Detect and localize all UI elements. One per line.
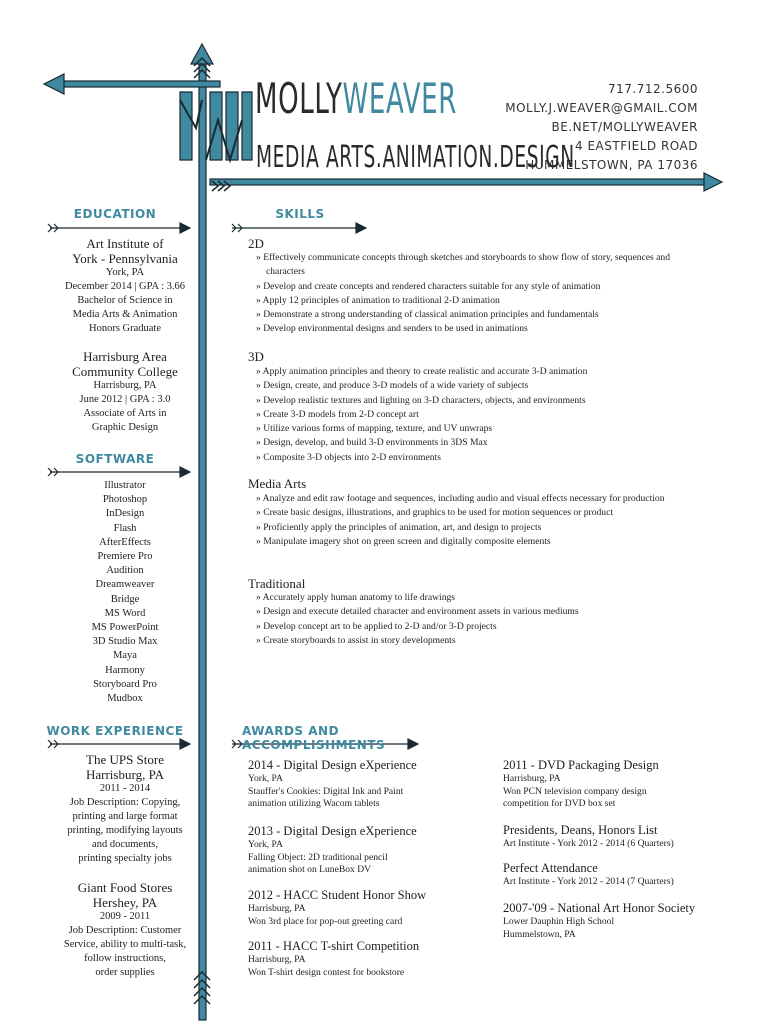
award-line: competition for DVD box set <box>503 798 616 809</box>
award-line: Harrisburg, PA <box>503 773 561 784</box>
job-detail: follow instructions, <box>84 953 166 964</box>
education-school-2 <box>40 349 210 435</box>
top-horizontal-arrow <box>60 81 220 87</box>
skill-item: » Develop realistic textures and lighting on 3-D characters, objects, and environments <box>256 394 696 408</box>
award-title: 2012 - HACC Student Honor Show <box>248 888 427 902</box>
skill-item: » Design and execute detailed character and environment assets in various mediums <box>256 605 696 619</box>
job-detail: printing and large format <box>72 811 178 822</box>
address-city: HUMMELSTOWN, PA 17036 <box>525 158 698 172</box>
skill-item: » Effectively communicate concepts through sketches and storyboards to show flow of story, sequences and characters <box>256 251 696 280</box>
software-item: Flash <box>113 522 137 534</box>
software-item: InDesign <box>105 508 145 520</box>
software-item: MS Word <box>104 607 146 619</box>
software-item: Photoshop <box>102 494 148 506</box>
work-title: WORK EXPERIENCE <box>46 724 184 738</box>
award-line: animation shot on LuneBox DV <box>248 864 372 875</box>
portfolio-link: BE.NET/MOLLYWEAVER <box>551 120 698 134</box>
skill-list-media-arts <box>256 492 696 549</box>
skill-list-2d <box>256 251 696 337</box>
skill-item: » Demonstrate a strong understanding of classical animation principles and fundamentals <box>256 308 696 322</box>
award-line: York, PA <box>248 773 283 784</box>
software-list <box>40 479 210 706</box>
skill-item: » Composite 3-D objects into 2-D environments <box>256 451 696 465</box>
award-item <box>248 939 419 979</box>
software-item: Storyboard Pro <box>93 678 157 690</box>
school-detail: Harrisburg, PA <box>93 380 157 391</box>
school-name: Community College <box>72 364 178 379</box>
school-name: York - Pennsylvania <box>72 251 178 266</box>
award-line: York, PA <box>248 839 283 850</box>
award-item <box>503 823 674 851</box>
software-item: Dreamweaver <box>95 579 155 591</box>
job-detail: Service, ability to multi-task, <box>63 939 187 950</box>
job-detail: 2011 - 2014 <box>99 783 151 794</box>
software-item: MS PowerPoint <box>91 622 159 634</box>
skill-group-media-arts: Media Arts <box>248 476 307 491</box>
award-line: Art Institute - York 2012 - 2014 (6 Quarters) <box>503 838 674 849</box>
skill-item: » Design, create, and produce 3-D models of a wide variety of subjects <box>256 379 696 393</box>
school-detail: York, PA <box>105 267 145 278</box>
award-item <box>248 888 426 928</box>
job-employer: The UPS Store <box>86 752 164 767</box>
job-employer: Giant Food Stores <box>77 880 173 895</box>
job-detail: printing, modifying layouts <box>67 825 183 836</box>
award-line: animation utilizing Wacom tablets <box>248 798 380 809</box>
skill-item: » Proficiently apply the principles of animation, art, and design to projects <box>256 521 696 535</box>
job-detail: order supplies <box>95 967 155 978</box>
school-detail: Honors Graduate <box>88 323 162 334</box>
contact-info <box>505 80 698 175</box>
skill-item: » Manipulate imagery shot on green screen and digitally composite elements <box>256 535 696 549</box>
job-detail: 2009 - 2011 <box>99 911 151 922</box>
job-2 <box>40 880 210 980</box>
software-item: Premiere Pro <box>97 551 153 563</box>
awards-title: AWARDS AND ACCOMPLISHMENTS <box>242 724 386 752</box>
award-line: Hummelstown, PA <box>503 928 576 940</box>
award-title: 2011 - DVD Packaging Design <box>503 758 659 772</box>
skill-item: » Create storyboards to assist in story developments <box>256 634 696 648</box>
software-item: Bridge <box>110 593 140 605</box>
phone: 717.712.5600 <box>608 82 698 96</box>
job-location: Harrisburg, PA <box>85 767 164 782</box>
school-detail: June 2012 | GPA : 3.0 <box>79 394 171 405</box>
skill-item: » Apply animation principles and theory to create realistic and accurate 3-D animation <box>256 365 696 379</box>
award-line: Lower Dauphin High School <box>503 916 615 927</box>
school-detail: Associate of Arts in <box>83 408 167 419</box>
software-item: Illustrator <box>104 480 146 491</box>
software-title: SOFTWARE <box>75 452 155 466</box>
award-item <box>248 758 417 811</box>
award-item <box>503 758 659 811</box>
award-title: Presidents, Deans, Honors List <box>503 823 658 837</box>
address-street: 4 EASTFIELD ROAD <box>575 139 698 153</box>
last-name: WEAVER <box>342 74 457 123</box>
tagline: MEDIA ARTS.ANIMATION.DESIGN <box>256 140 575 175</box>
software-item: Harmony <box>105 664 145 676</box>
award-line: Harrisburg, PA <box>248 903 306 914</box>
job-detail: Job Description: Copying, <box>69 797 181 808</box>
first-name: MOLLY <box>255 74 343 123</box>
school-detail: Bachelor of Science in <box>77 295 173 306</box>
skill-group-traditional: Traditional <box>248 576 306 591</box>
award-line: Falling Object: 2D traditional pencil <box>248 851 388 863</box>
job-detail: Job Description: Customer <box>68 925 182 936</box>
software-item: AfterEffects <box>99 536 151 548</box>
award-line: Won T-shirt design contest for bookstore <box>248 966 405 978</box>
skill-item: » Design, develop, and build 3-D environments in 3DS Max <box>256 436 696 450</box>
skill-item: » Develop concept art to be applied to 2-D and/or 3-D projects <box>256 620 696 634</box>
education-school-1 <box>40 236 210 336</box>
skill-item: » Create 3-D models from 2-D concept art <box>256 408 696 422</box>
award-line: Harrisburg, PA <box>248 954 306 965</box>
skill-item: » Develop environmental designs and senders to be used in animations <box>256 322 696 336</box>
software-item: Maya <box>113 650 137 662</box>
school-name: Harrisburg Area <box>83 349 167 364</box>
software-item: Audition <box>106 565 144 577</box>
skill-item: » Accurately apply human anatomy to life drawings <box>256 591 696 605</box>
job-location: Hershey, PA <box>92 895 158 910</box>
skills-title: SKILLS <box>275 207 325 221</box>
job-detail: and documents, <box>92 839 158 850</box>
award-title: 2011 - HACC T-shirt Competition <box>248 939 420 953</box>
skill-list-traditional <box>256 591 696 648</box>
job-1 <box>40 752 210 866</box>
skill-item: » Apply 12 principles of animation to traditional 2-D animation <box>256 294 696 308</box>
resume-name <box>255 74 457 123</box>
skill-group-3d: 3D <box>248 349 264 364</box>
education-title: EDUCATION <box>73 207 157 221</box>
skill-item: » Develop and create concepts and rendered characters suitable for any style of animation <box>256 280 696 294</box>
email: MOLLY.J.WEAVER@GMAIL.COM <box>505 101 698 115</box>
award-title: 2014 - Digital Design eXperience <box>248 758 417 772</box>
school-detail: December 2014 | GPA : 3.66 <box>64 281 186 292</box>
vertical-arrow-head <box>191 44 213 64</box>
school-name: Art Institute of <box>86 236 164 251</box>
award-item <box>503 861 674 889</box>
skill-item: » Analyze and edit raw footage and sequences, including audio and visual effects necessary for production <box>256 492 696 506</box>
software-item: Mudbox <box>107 693 143 705</box>
award-line: Stauffer's Cookies: Digital Ink and Paint <box>248 785 404 797</box>
award-line: Art Institute - York 2012 - 2014 (7 Quarters) <box>503 876 674 887</box>
award-item <box>248 824 417 877</box>
award-title: Perfect Attendance <box>503 861 598 875</box>
header-underline-arrow <box>210 179 708 185</box>
skill-list-3d <box>256 365 696 465</box>
award-title: 2007-'09 - National Art Honor Society <box>503 901 696 915</box>
skill-item: » Create basic designs, illustrations, and graphics to be used for motion sequences or product <box>256 506 696 520</box>
award-title: 2013 - Digital Design eXperience <box>248 824 417 838</box>
skill-item: » Utilize various forms of mapping, texture, and UV unwraps <box>256 422 696 436</box>
award-item <box>503 901 695 941</box>
job-detail: printing specialty jobs <box>78 853 172 864</box>
award-line: Won 3rd place for pop-out greeting card <box>248 915 403 927</box>
school-detail: Media Arts & Animation <box>72 309 178 320</box>
software-item: 3D Studio Max <box>92 636 158 648</box>
school-detail: Graphic Design <box>91 422 159 433</box>
skill-group-2d: 2D <box>248 236 264 251</box>
award-line: Won PCN television company design <box>503 785 647 797</box>
